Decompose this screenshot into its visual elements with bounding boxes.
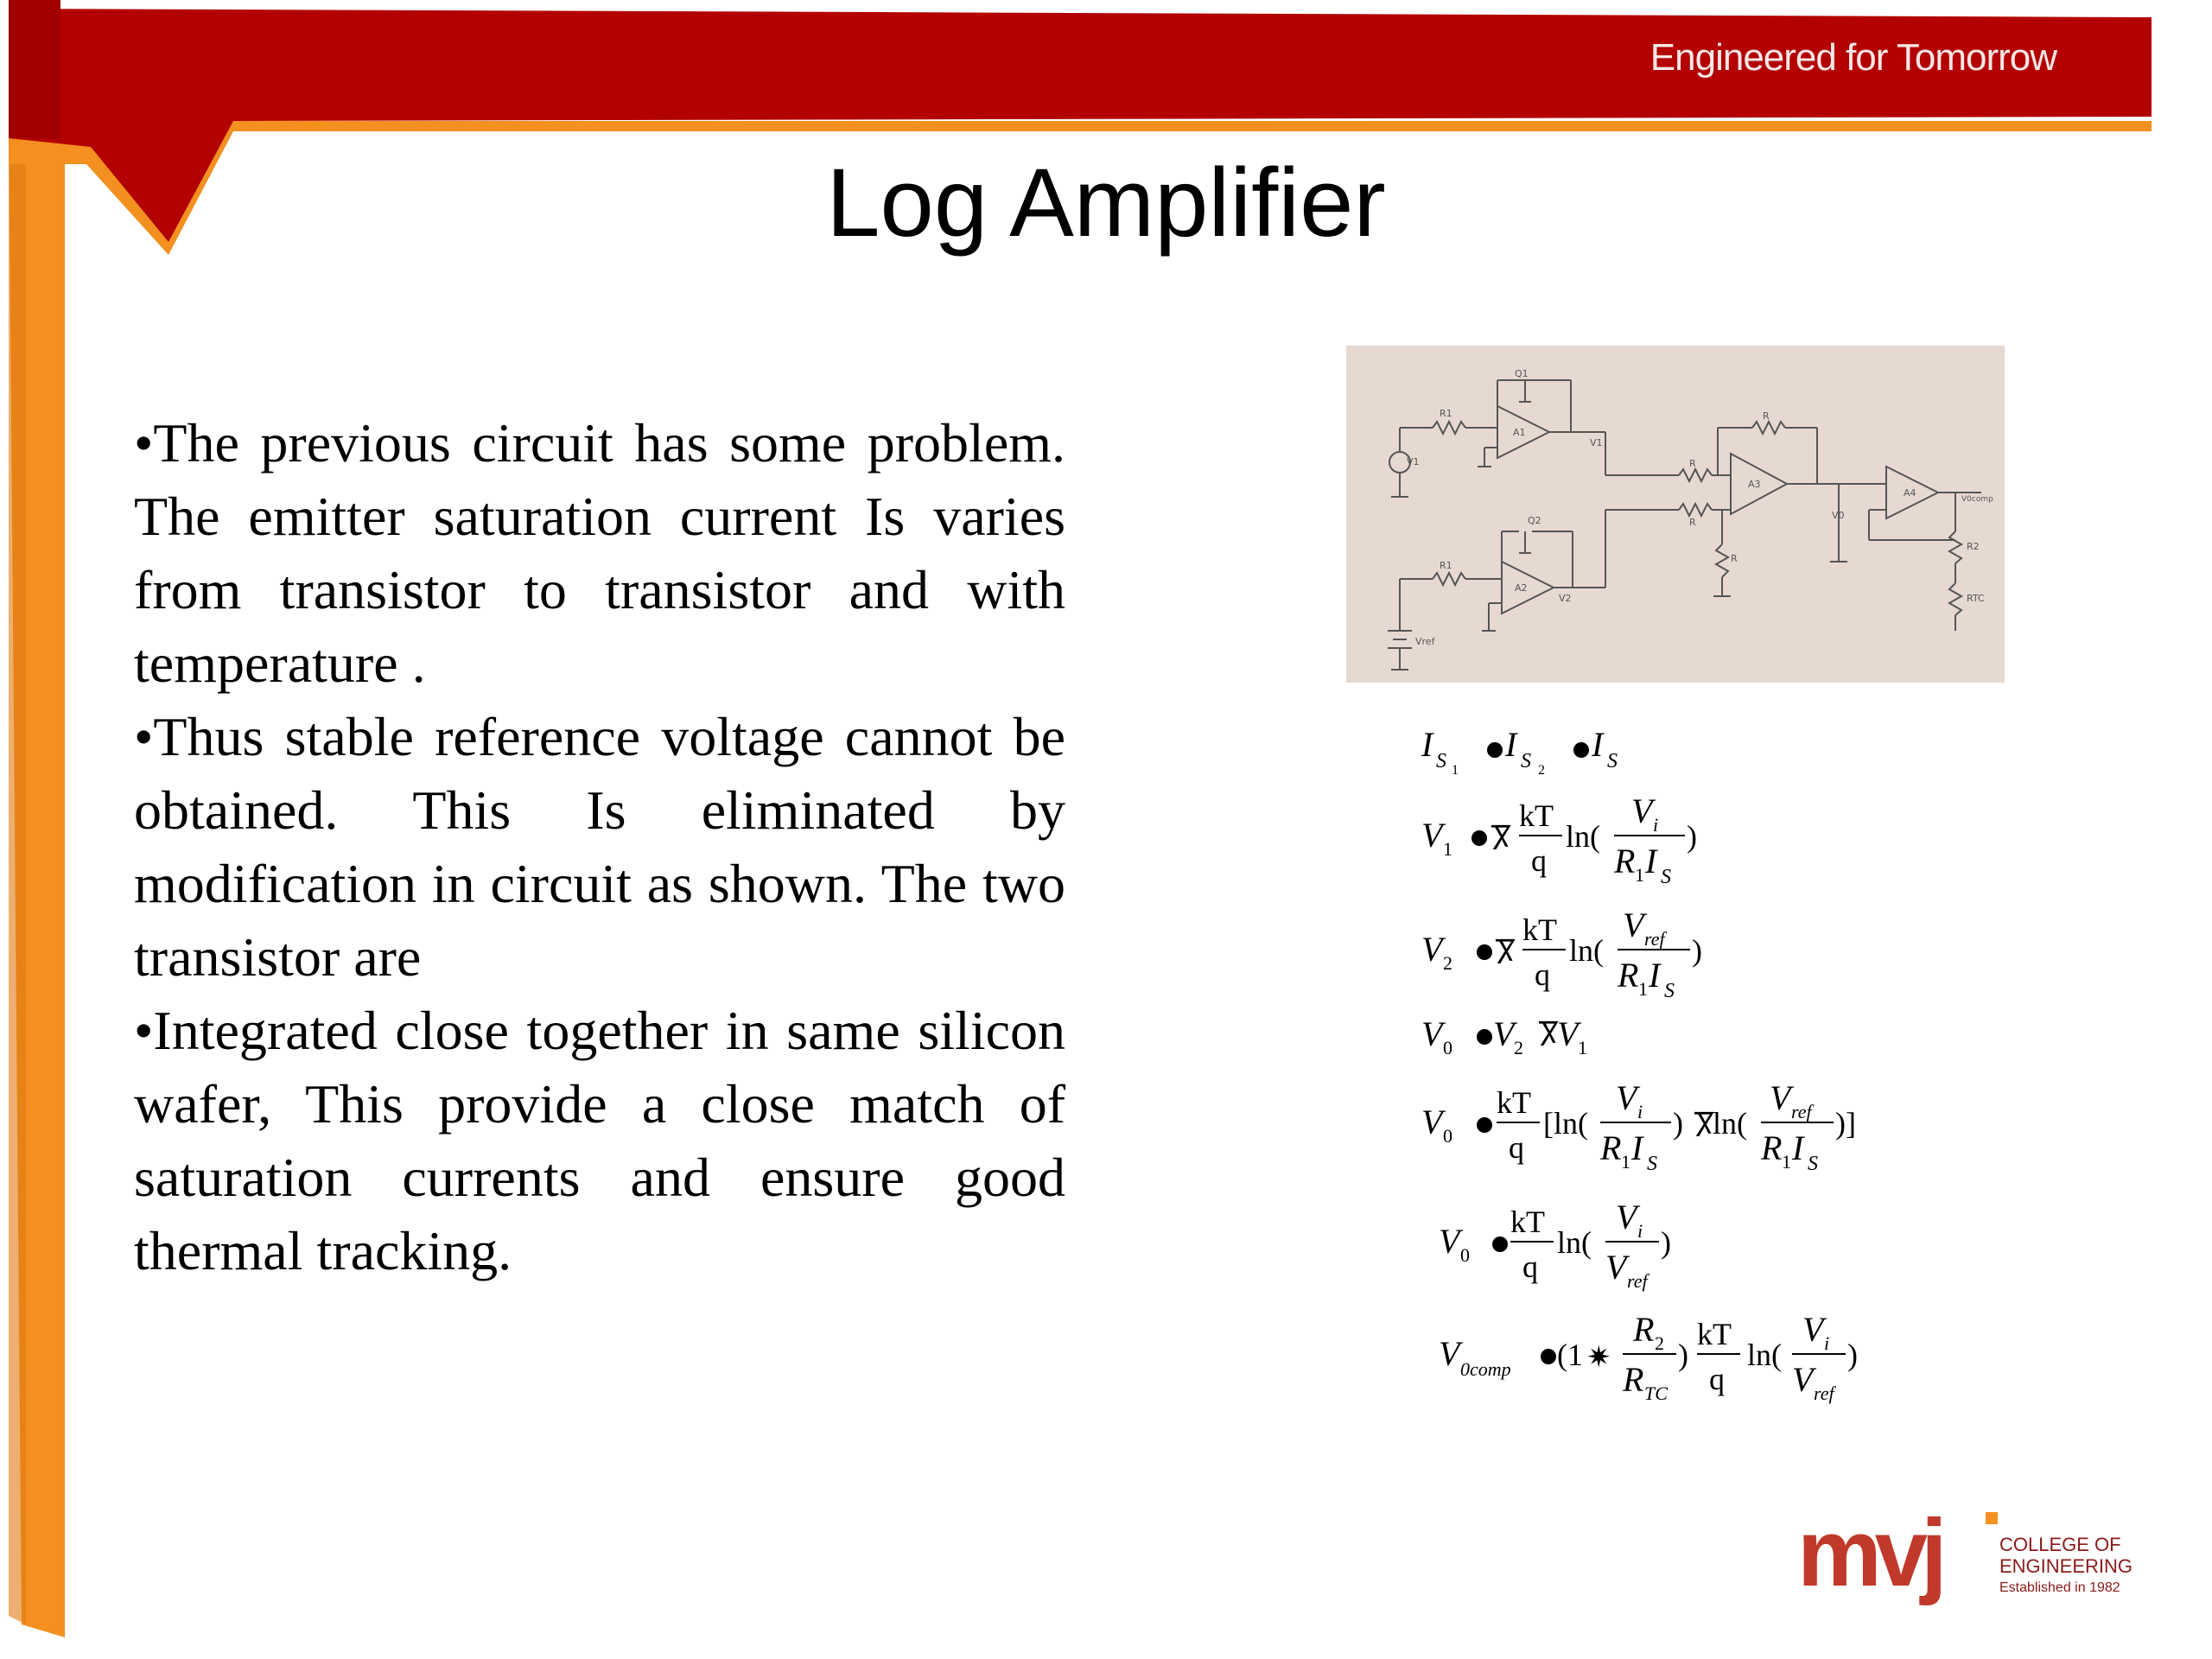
equation-block [1408,717,1944,1434]
svg-text:I: I [1421,725,1433,764]
svg-text:V: V [1802,1310,1824,1349]
svg-text:1: 1 [1578,1037,1587,1058]
svg-text:1: 1 [1452,763,1459,778]
bullet-item: •Thus stable reference voltage cannot be obtained. This Is eliminated by modification in circuit as shown. The two transistor are [134,706,1065,988]
equation-2 [1421,791,1697,888]
bullet-item: •Integrated close together in same silicon wafer, This provide a close match of saturation currents and ensure good thermal tracking. [134,1000,1065,1281]
svg-text:S: S [1661,866,1671,888]
svg-text:1: 1 [1621,1151,1630,1173]
svg-text:Ⴟ: Ⴟ [1694,1111,1715,1143]
svg-text:2: 2 [1538,763,1545,778]
svg-text:V: V [1421,1103,1443,1141]
svg-text:S: S [1521,750,1531,772]
circuit-label: A4 [1904,487,1916,499]
svg-text:1: 1 [1635,864,1644,886]
svg-text:S: S [1607,750,1618,772]
svg-text:R: R [1618,956,1639,995]
svg-text:kT: kT [1497,1085,1531,1120]
svg-text:ref: ref [1644,928,1665,950]
college-logo [1797,1503,2160,1616]
equation-3 [1421,906,1702,1002]
svg-text:2: 2 [1443,952,1452,974]
svg-text:ln(: ln( [1566,819,1600,854]
svg-text:S: S [1647,1153,1657,1175]
svg-text:R: R [1761,1128,1783,1167]
svg-text:kT: kT [1510,1205,1545,1239]
svg-text:R: R [1623,1360,1644,1399]
svg-text:ln(: ln( [1747,1338,1782,1372]
circuit-label: V1 [1590,437,1603,448]
svg-text:S: S [1808,1153,1818,1175]
circuit-label: RTC [1967,593,1985,604]
svg-text:V: V [1421,816,1443,855]
svg-text:V: V [1421,930,1443,969]
svg-text:S: S [1664,980,1675,1002]
circuit-label: Q2 [1528,515,1541,526]
svg-text:ref: ref [1814,1382,1834,1404]
svg-text:S: S [1436,750,1446,772]
svg-text:I: I [1505,725,1517,764]
circuit-label: A2 [1515,582,1528,594]
svg-text:ln(: ln( [1569,933,1604,968]
svg-text:ref: ref [1791,1101,1812,1122]
svg-text:R: R [1614,842,1636,880]
circuit-label: V2 [1559,593,1572,604]
svg-text:V: V [1631,791,1653,830]
svg-text:V: V [1770,1078,1791,1117]
svg-text:2: 2 [1514,1037,1523,1058]
bullet-list [134,406,1065,1287]
svg-text:Ⴟ: Ⴟ [1538,1020,1560,1052]
svg-text:ln(: ln( [1713,1106,1747,1141]
svg-text:i: i [1637,1101,1643,1122]
svg-text:0: 0 [1443,1125,1452,1147]
svg-text:I: I [1792,1128,1804,1167]
bullet-item: •The previous circuit has some problem. The emitter saturation current Is varies from transistor to transistor and with temperature . [134,412,1065,694]
circuit-label: Vref [1415,636,1435,647]
svg-text:q: q [1709,1362,1725,1396]
svg-text:): ) [1673,1106,1683,1141]
svg-text:): ) [1847,1338,1858,1372]
svg-text:i: i [1653,814,1659,836]
svg-text:0comp: 0comp [1460,1358,1511,1380]
circuit-label: A1 [1513,427,1526,438]
svg-text:Ⴟ: Ⴟ [1491,824,1512,856]
logo-line-3: Established in 1982 [1999,1580,2120,1595]
svg-text:): ) [1687,819,1697,854]
equation-7 [1439,1310,1858,1404]
svg-text:): ) [1692,933,1702,968]
svg-text:V: V [1792,1360,1814,1399]
slide-title: Log Amplifier [826,149,1386,257]
svg-text:V: V [1439,1222,1460,1261]
svg-text:1: 1 [1782,1151,1791,1173]
logo-mark: mvj [1797,1503,1941,1606]
svg-text:0: 0 [1443,1037,1452,1058]
svg-text:kT: kT [1519,798,1554,833]
circuit-label: A3 [1748,479,1761,490]
svg-text:)]: )] [1835,1106,1856,1141]
circuit-label: V0 [1832,510,1845,521]
equation-4 [1421,1014,1587,1058]
svg-text:V: V [1616,1198,1637,1236]
svg-text:I: I [1592,725,1604,764]
equation-5 [1421,1078,1856,1175]
svg-text:R: R [1600,1128,1622,1167]
circuit-label: R [1689,458,1696,469]
svg-text:q: q [1535,957,1550,992]
svg-text:q: q [1522,1249,1538,1284]
svg-text:R: R [1633,1310,1655,1349]
svg-text:(1: (1 [1557,1338,1583,1372]
svg-text:1: 1 [1638,978,1648,1000]
svg-text:I: I [1645,842,1657,880]
svg-text:kT: kT [1697,1317,1732,1351]
circuit-label: V1 [1407,456,1420,467]
svg-text:i: i [1637,1220,1643,1242]
circuit-label: R [1763,410,1770,422]
svg-text:V: V [1557,1014,1579,1053]
circuit-diagram [1346,346,2005,683]
svg-text:✷: ✷ [1586,1342,1611,1374]
svg-text:q: q [1509,1130,1524,1165]
svg-text:V: V [1605,1248,1627,1287]
svg-text:TC: TC [1644,1382,1668,1404]
header-tagline: Engineered for Tomorrow [1649,36,2056,79]
equation-1 [1421,725,1618,778]
svg-text:0: 0 [1460,1244,1470,1266]
svg-text:1: 1 [1443,838,1452,860]
circuit-label: Q1 [1515,368,1529,379]
svg-text:): ) [1661,1225,1671,1260]
equation-6 [1439,1198,1671,1292]
circuit-label: R [1731,553,1738,564]
svg-text:): ) [1678,1338,1688,1372]
circuit-label: R [1689,517,1696,528]
svg-text:I: I [1649,956,1661,995]
svg-text:V: V [1493,1014,1515,1053]
circuit-label: V0comp [1961,495,1993,504]
svg-text:V: V [1616,1078,1637,1117]
svg-text:Ⴟ: Ⴟ [1495,938,1516,970]
svg-text:i: i [1824,1332,1830,1354]
circuit-label: R2 [1967,541,1980,552]
svg-text:kT: kT [1522,912,1557,947]
logo-dot [1986,1512,1998,1524]
circuit-label: R1 [1440,408,1452,419]
svg-text:2: 2 [1655,1332,1664,1354]
svg-text:q: q [1531,843,1547,878]
svg-text:V: V [1439,1334,1460,1373]
svg-text:[ln(: [ln( [1543,1106,1588,1141]
svg-text:I: I [1631,1128,1643,1167]
svg-text:V: V [1421,1014,1443,1053]
svg-text:V: V [1623,906,1644,944]
logo-line-1: COLLEGE OF [1999,1534,2121,1555]
svg-text:ref: ref [1627,1270,1648,1292]
svg-text:ln(: ln( [1557,1225,1592,1260]
circuit-label: R1 [1440,560,1452,571]
logo-line-2: ENGINEERING [1999,1555,2133,1577]
